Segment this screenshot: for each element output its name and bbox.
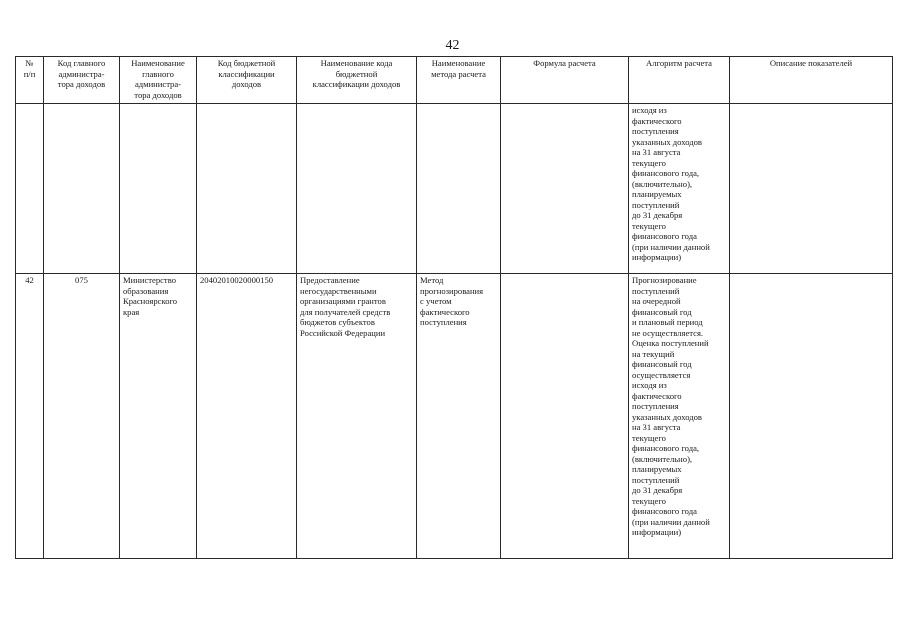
header-description: Описание показателей [730,57,893,104]
page-number: 42 [445,38,460,53]
cell-code-name [297,104,417,274]
header-formula: Формула расчета [501,57,629,104]
cell-number: 42 [16,274,44,559]
table-header-row [16,57,893,104]
header-budget-code: Код бюджетной классификации доходов [197,57,297,104]
cell-admin-name [120,104,197,274]
header-admin-code: Код главного администра- тора доходов [44,57,120,104]
cell-method [417,104,501,274]
header-method-name: Наименование метода расчета [417,57,501,104]
cell-budget-code [197,104,297,274]
cell-formula [501,274,629,559]
revenue-forecast-table [15,56,893,559]
cell-formula [501,104,629,274]
cell-algorithm: Прогнозирование поступлений на очередной финансовый год и плановый период не осуществляется. Оценка поступлений на текущий финансовый год осуществляется исходя из фактического поступления указанных доходов на 31 августа текущего финансового года, (включительно), планируемых поступлений до 31 декабря текущего финансового года (при наличии данной информации) [629,274,730,559]
table-row-continuation [16,104,893,274]
header-code-name: Наименование кода бюджетной классификации доходов [297,57,417,104]
cell-budget-code: 20402010020000150 [197,274,297,559]
cell-admin-name: Министерство образования Красноярского края [120,274,197,559]
cell-admin-code [44,104,120,274]
header-algorithm: Алгоритм расчета [629,57,730,104]
table-row-42 [16,274,893,559]
header-admin-name: Наименование главного администра- тора доходов [120,57,197,104]
cell-code-name: Предоставление негосударственными организациями грантов для получателей средств бюджетов субъектов Российской Федерации [297,274,417,559]
cell-description [730,104,893,274]
cell-description [730,274,893,559]
cell-number [16,104,44,274]
cell-admin-code: 075 [44,274,120,559]
cell-algorithm: исходя из фактического поступления указанных доходов на 31 августа текущего финансового года, (включительно), планируемых поступлений до 31 декабря текущего финансового года (при наличии данной информации) [629,104,730,274]
cell-method: Метод прогнозирования с учетом фактического поступления [417,274,501,559]
header-number: № п/п [16,57,44,104]
